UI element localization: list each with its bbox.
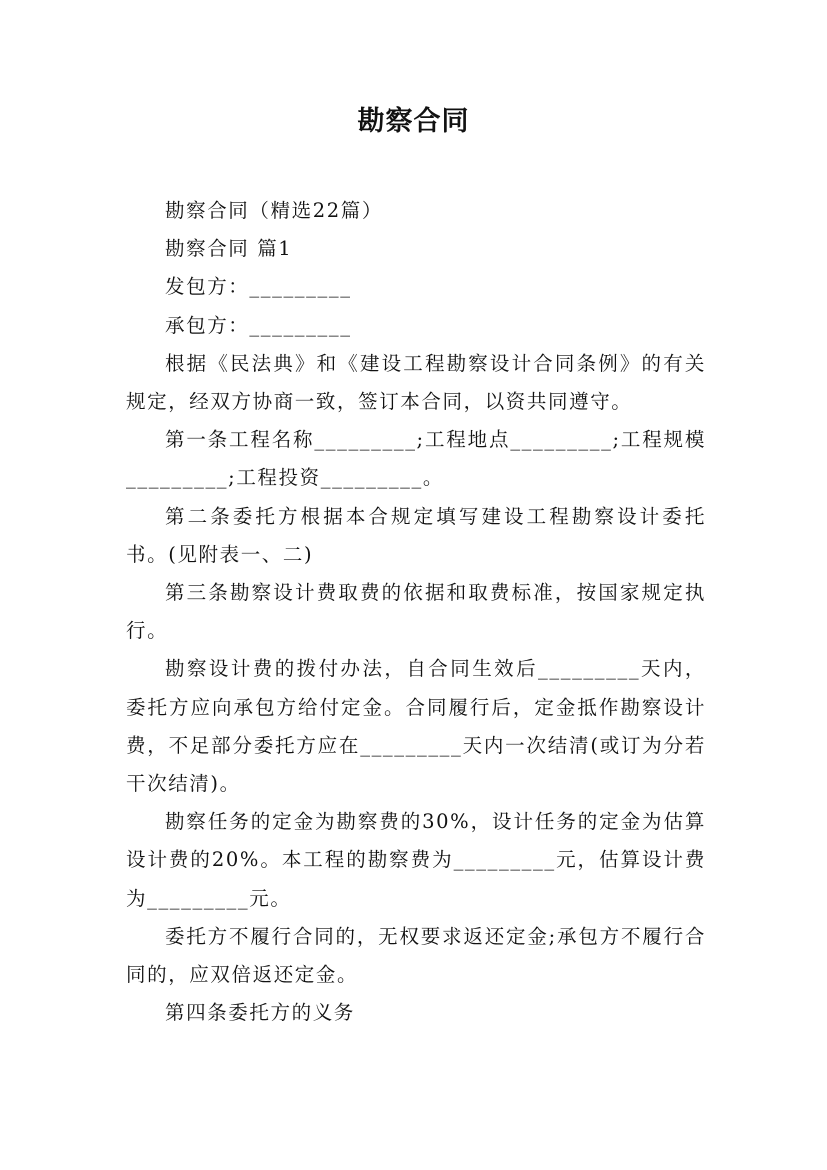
deposit-paragraph: 勘察任务的定金为勘察费的30%，设计任务的定金为估算设计费的20%。本工程的勘察费为_________元，估算设计费为_________元。 (126, 810, 706, 910)
preamble-paragraph: 根据《民法典》和《建设工程勘察设计合同条例》的有关规定，经双方协商一致，签订本合同，以资共同遵守。 (126, 351, 706, 414)
default-paragraph: 委托方不履行合同的，无权要求返还定金;承包方不履行合同的，应双倍返还定金。 (126, 924, 706, 987)
article-2-paragraph: 第二条委托方根据本合规定填写建设工程勘察设计委托书。(见附表一、二) (126, 504, 706, 566)
subtitle-paragraph: 勘察合同（精选22篇） (165, 199, 383, 222)
document-body (126, 192, 706, 1032)
article-1-paragraph: 第一条工程名称_________;工程地点_________;工程规模_________;工程投资_________。 (126, 428, 706, 490)
section-heading: 勘察合同 篇1 (165, 237, 293, 261)
party-a-line: 发包方：_________ (165, 275, 352, 299)
article-4-heading: 第四条委托方的义务 (165, 1001, 355, 1025)
party-b-line: 承包方：_________ (165, 313, 352, 337)
payment-paragraph: 勘察设计费的拨付办法，自合同生效后_________天内，委托方应向承包方给付定金。合同履行后，定金抵作勘察设计费，不足部分委托方应在_________天内一次结清(或订为分若干次结清)。 (126, 657, 706, 796)
article-3-paragraph: 第三条勘察设计费取费的依据和取费标准，按国家规定执行。 (126, 581, 706, 643)
document-title: 勘察合同 (357, 106, 470, 137)
